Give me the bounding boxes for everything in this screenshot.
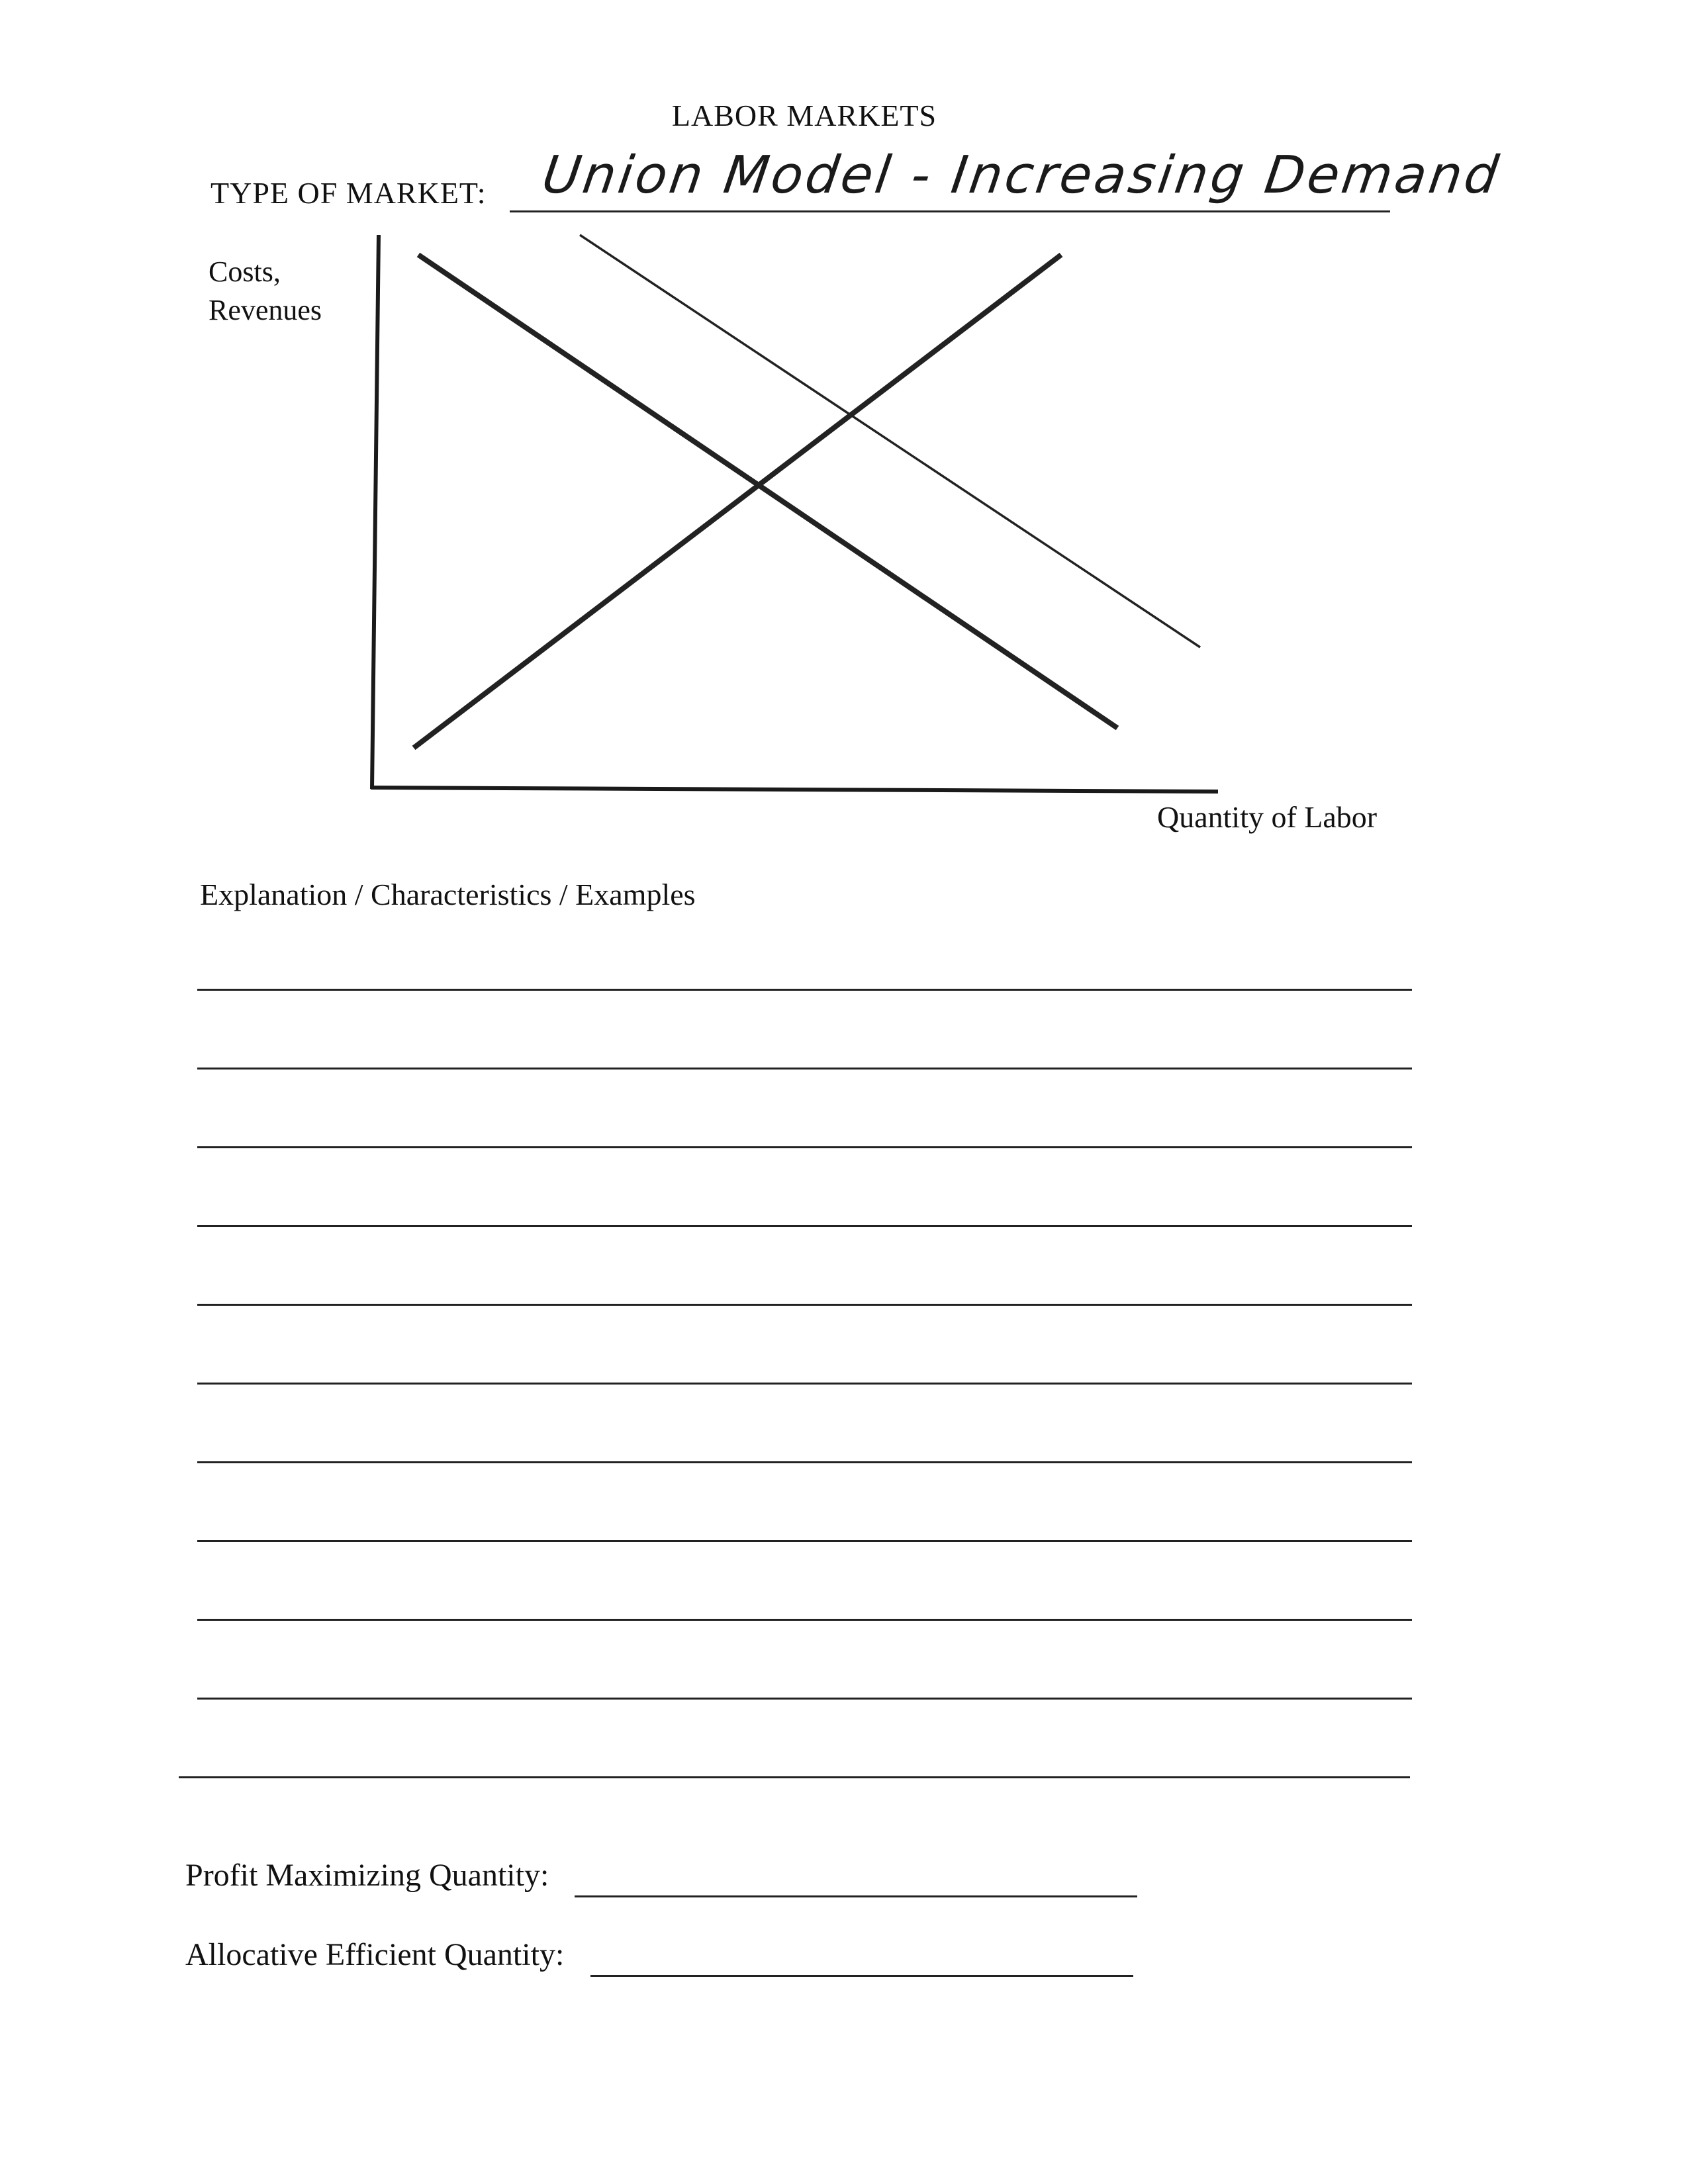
x-axis-label: Quantity of Labor <box>1157 800 1378 834</box>
answer-line-9[interactable] <box>197 1619 1412 1621</box>
profit-maximizing-quantity-label: Profit Maximizing Quantity: <box>185 1858 549 1893</box>
market-type-underline <box>510 210 1390 212</box>
answer-line-5[interactable] <box>197 1304 1412 1306</box>
answer-line-11[interactable] <box>179 1776 1410 1778</box>
allocative-efficient-quantity-field[interactable] <box>590 1975 1133 1977</box>
explanation-heading: Explanation / Characteristics / Examples <box>200 878 696 911</box>
answer-line-8[interactable] <box>197 1540 1412 1542</box>
y-axis-label: Costs, Revenues <box>209 255 322 326</box>
supply-curve <box>414 255 1061 748</box>
market-type-handwritten-value[interactable]: Union Model - Increasing Demand <box>538 146 1505 205</box>
y-axis <box>372 235 379 789</box>
answer-line-1[interactable] <box>197 989 1412 991</box>
demand-curve <box>418 255 1117 728</box>
answer-line-3[interactable] <box>197 1146 1412 1148</box>
market-type-label: TYPE OF MARKET: <box>211 176 487 210</box>
increased-demand-curve <box>580 235 1200 647</box>
answer-line-7[interactable] <box>197 1461 1412 1463</box>
profit-maximizing-quantity-field[interactable] <box>575 1895 1137 1897</box>
page-title: LABOR MARKETS <box>671 99 937 132</box>
x-axis <box>371 788 1218 792</box>
answer-line-4[interactable] <box>197 1225 1412 1227</box>
answer-line-6[interactable] <box>197 1383 1412 1385</box>
allocative-efficient-quantity-label: Allocative Efficient Quantity: <box>185 1937 565 1972</box>
answer-line-10[interactable] <box>197 1698 1412 1700</box>
answer-line-2[interactable] <box>197 1068 1412 1069</box>
